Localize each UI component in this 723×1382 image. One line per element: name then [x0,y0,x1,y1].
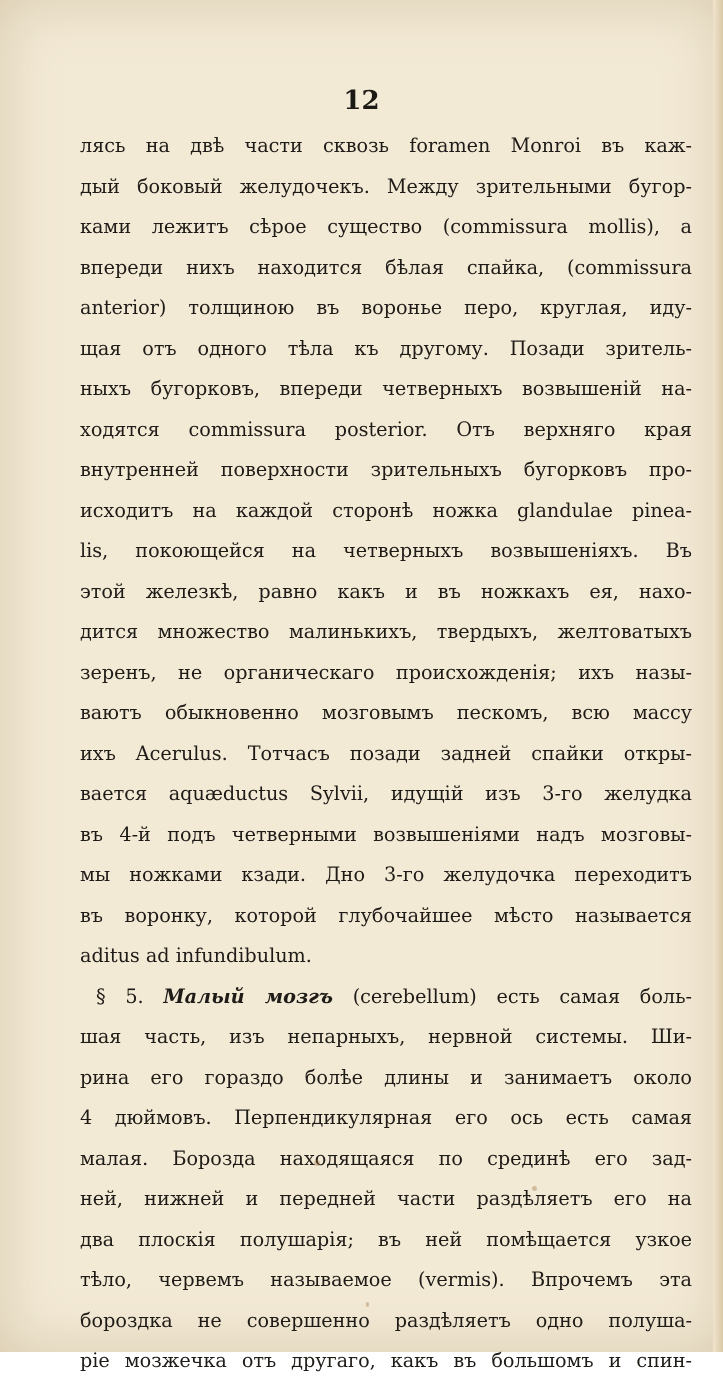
text-line: бороздка не совершенно раздѣляетъ одно полуша- [80,1308,692,1332]
text-line: тѣло, червемъ называемое (vermis). Впрочемъ эта [80,1268,692,1291]
text-line: ваютъ обыкновенно мозговымъ пескомъ, всю массу [80,701,692,724]
text-line: aditus ad infundibulum. [80,944,312,967]
text-line: лясь на двѣ части сквозь foramen Monroi въ каж- [80,134,692,157]
text-line: впереди нихъ находится бѣлая спайка, (commissura [80,255,692,279]
text-line: anterior) толщиною въ воронье перо, круглая, иду- [80,296,692,319]
paragraph [80,126,692,977]
text-line: въ 4-й подъ четверными возвышеніями надъ мозговы- [80,822,692,846]
section-title: Малый мозгъ [163,984,333,1008]
text-line: зеренъ, не органическаго происхожденія; ихъ назы- [80,660,692,684]
text-line: малая. Борозда находящаяся по срединѣ его зад- [80,1146,692,1170]
text-line: въ воронку, которой глубочайшее мѣсто называется [80,903,692,927]
text-line: ныхъ бугорковъ, впереди четверныхъ возвышеній на- [80,377,692,400]
text-line: lis, покоющейся на четверныхъ возвышеніяхъ. Въ [80,539,692,562]
section-number: § 5. [96,984,144,1008]
page-edge [713,0,723,1352]
text-line: исходитъ на каждой сторонѣ ножка glandulae pinea- [80,498,692,522]
body-text [80,126,692,1382]
text-line: вается aquæductus Sylvii, идущій изъ 3-го желудка [80,782,692,805]
page-number: 12 [343,86,380,116]
text-line: рина его гораздо болѣе длины и занимаетъ около [80,1065,692,1089]
text-line: шая часть, изъ непарныхъ, нервной системы. Ши- [80,1025,692,1048]
text-line: щая отъ одного тѣла къ другому. Позади зритель- [80,336,692,360]
text-line: два плоскія полушарія; въ ней помѣщается узкое [80,1227,692,1251]
section-first-line-rest: (cerebellum) есть самая боль- [352,984,693,1008]
section-5 [80,977,692,1382]
paper-stain [532,1186,537,1191]
paper-stain [366,1302,369,1307]
text-line: дится множество малинькихъ, твердыхъ, желтоватыхъ [80,620,692,643]
text-line: внутренней поверхности зрительныхъ бугорковъ про- [80,458,692,481]
text-line: мы ножками кзади. Дно 3-го желудочка переходитъ [80,863,692,886]
text-line: ками лежитъ сѣрое существо (commissura mollis), а [80,215,692,238]
text-line: дый боковый желудочекъ. Между зрительными бугор- [80,174,692,198]
text-line: ихъ Acerulus. Тотчасъ позади задней спайки откры- [80,741,692,765]
text-line: ходятся commissura posterior. Отъ верхняго края [80,417,692,441]
text-line: 4 дюймовъ. Перпендикулярная его ось есть самая [80,1106,692,1129]
section-first-line [80,977,692,1018]
text-line: ней, нижней и передней части раздѣляетъ его на [80,1187,692,1210]
text-line: ріе мозжечка отъ другаго, какъ въ большомъ и спин- [80,1349,692,1372]
text-line: этой железкѣ, равно какъ и въ ножкахъ ея, нахо- [80,579,692,603]
paper-stain [314,1160,320,1166]
